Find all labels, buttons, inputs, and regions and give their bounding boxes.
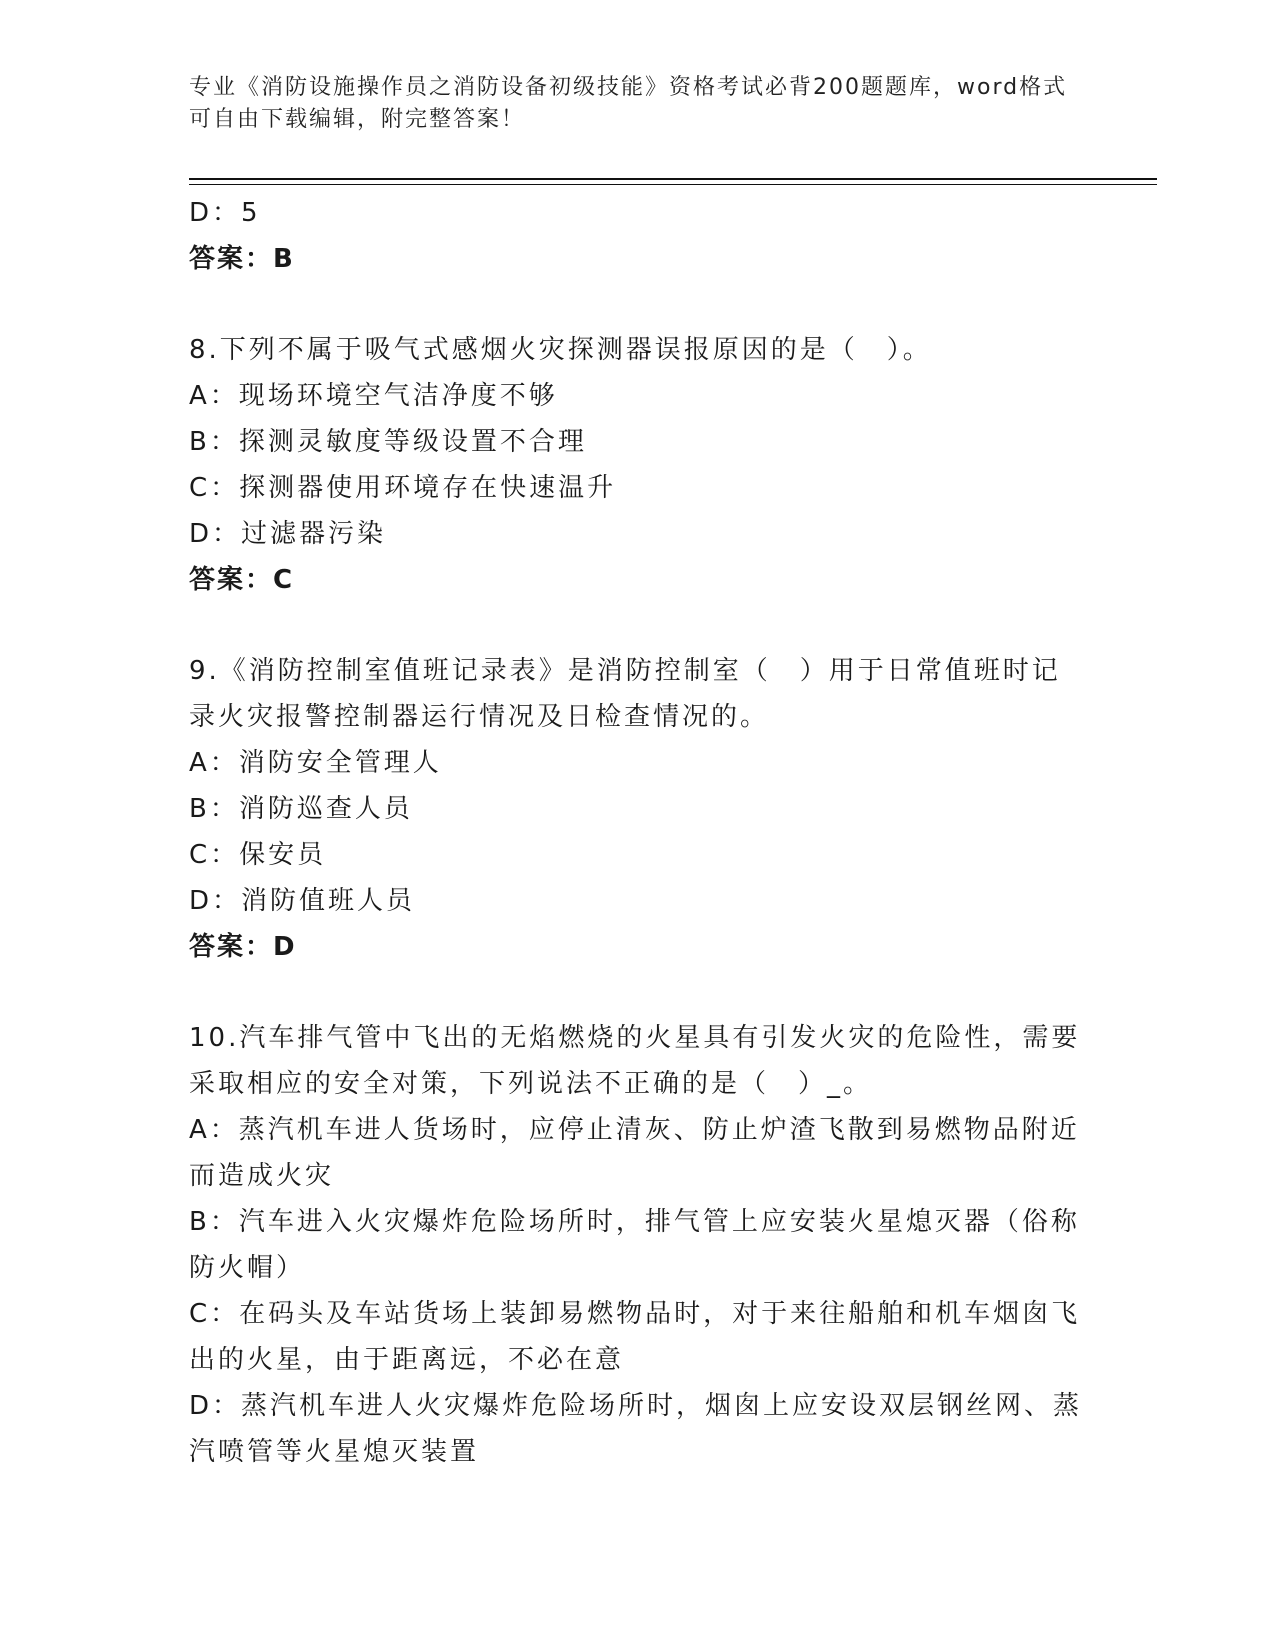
answer-line: 答案：C — [189, 565, 295, 595]
header-divider-thick — [189, 178, 1157, 180]
answer-line: 答案：B — [189, 244, 295, 274]
question-stem: 9.《消防控制室值班记录表》是消防控制室（ ）用于日常值班时记录火灾报警控制器运行情况及日检查情况的。 — [189, 656, 1061, 732]
option-d: D：蒸汽机车进人火灾爆炸危险场所时，烟囱上应安设双层钢丝网、蒸汽喷管等火星熄灭装置 — [189, 1391, 1083, 1467]
answer-line: 答案：D — [189, 932, 297, 962]
option-c: C：在码头及车站货场上装卸易燃物品时，对于来往船舶和机车烟囱飞出的火星，由于距离远，不必在意 — [189, 1299, 1081, 1375]
option-a: A：消防安全管理人 — [189, 748, 442, 778]
question-8 — [189, 327, 1089, 603]
option-b: B：汽车进入火灾爆炸危险场所时，排气管上应安装火星熄灭器（俗称防火帽） — [189, 1207, 1080, 1283]
question-stem: 8.下列不属于吸气式感烟火灾探测器误报原因的是（ ）。 — [189, 335, 932, 365]
question-10 — [189, 1015, 1089, 1475]
question-stem: 10.汽车排气管中飞出的无焰燃烧的火星具有引发火灾的危险性，需要采取相应的安全对策，下列说法不正确的是（ ）_。 — [189, 1023, 1081, 1099]
option-d: D：消防值班人员 — [189, 886, 416, 916]
option-c: C：探测器使用环境存在快速温升 — [189, 473, 617, 503]
document-header — [189, 72, 1069, 136]
option-d: D：过滤器污染 — [189, 519, 387, 549]
question-9 — [189, 648, 1089, 970]
option-d: D：5 — [189, 198, 261, 228]
previous-question-tail — [189, 190, 1089, 282]
option-c: C：保安员 — [189, 840, 327, 870]
option-a: A：现场环境空气洁净度不够 — [189, 381, 558, 411]
header-divider-thin — [189, 184, 1157, 185]
option-b: B：消防巡查人员 — [189, 794, 413, 824]
option-a: A：蒸汽机车进人货场时，应停止清灰、防止炉渣飞散到易燃物品附近而造成火灾 — [189, 1115, 1080, 1191]
question-content — [189, 190, 1089, 1475]
header-text: 专业《消防设施操作员之消防设备初级技能》资格考试必背200题题库，word格式可自由下载编辑，附完整答案！ — [189, 75, 1068, 132]
option-b: B：探测灵敏度等级设置不合理 — [189, 427, 587, 457]
